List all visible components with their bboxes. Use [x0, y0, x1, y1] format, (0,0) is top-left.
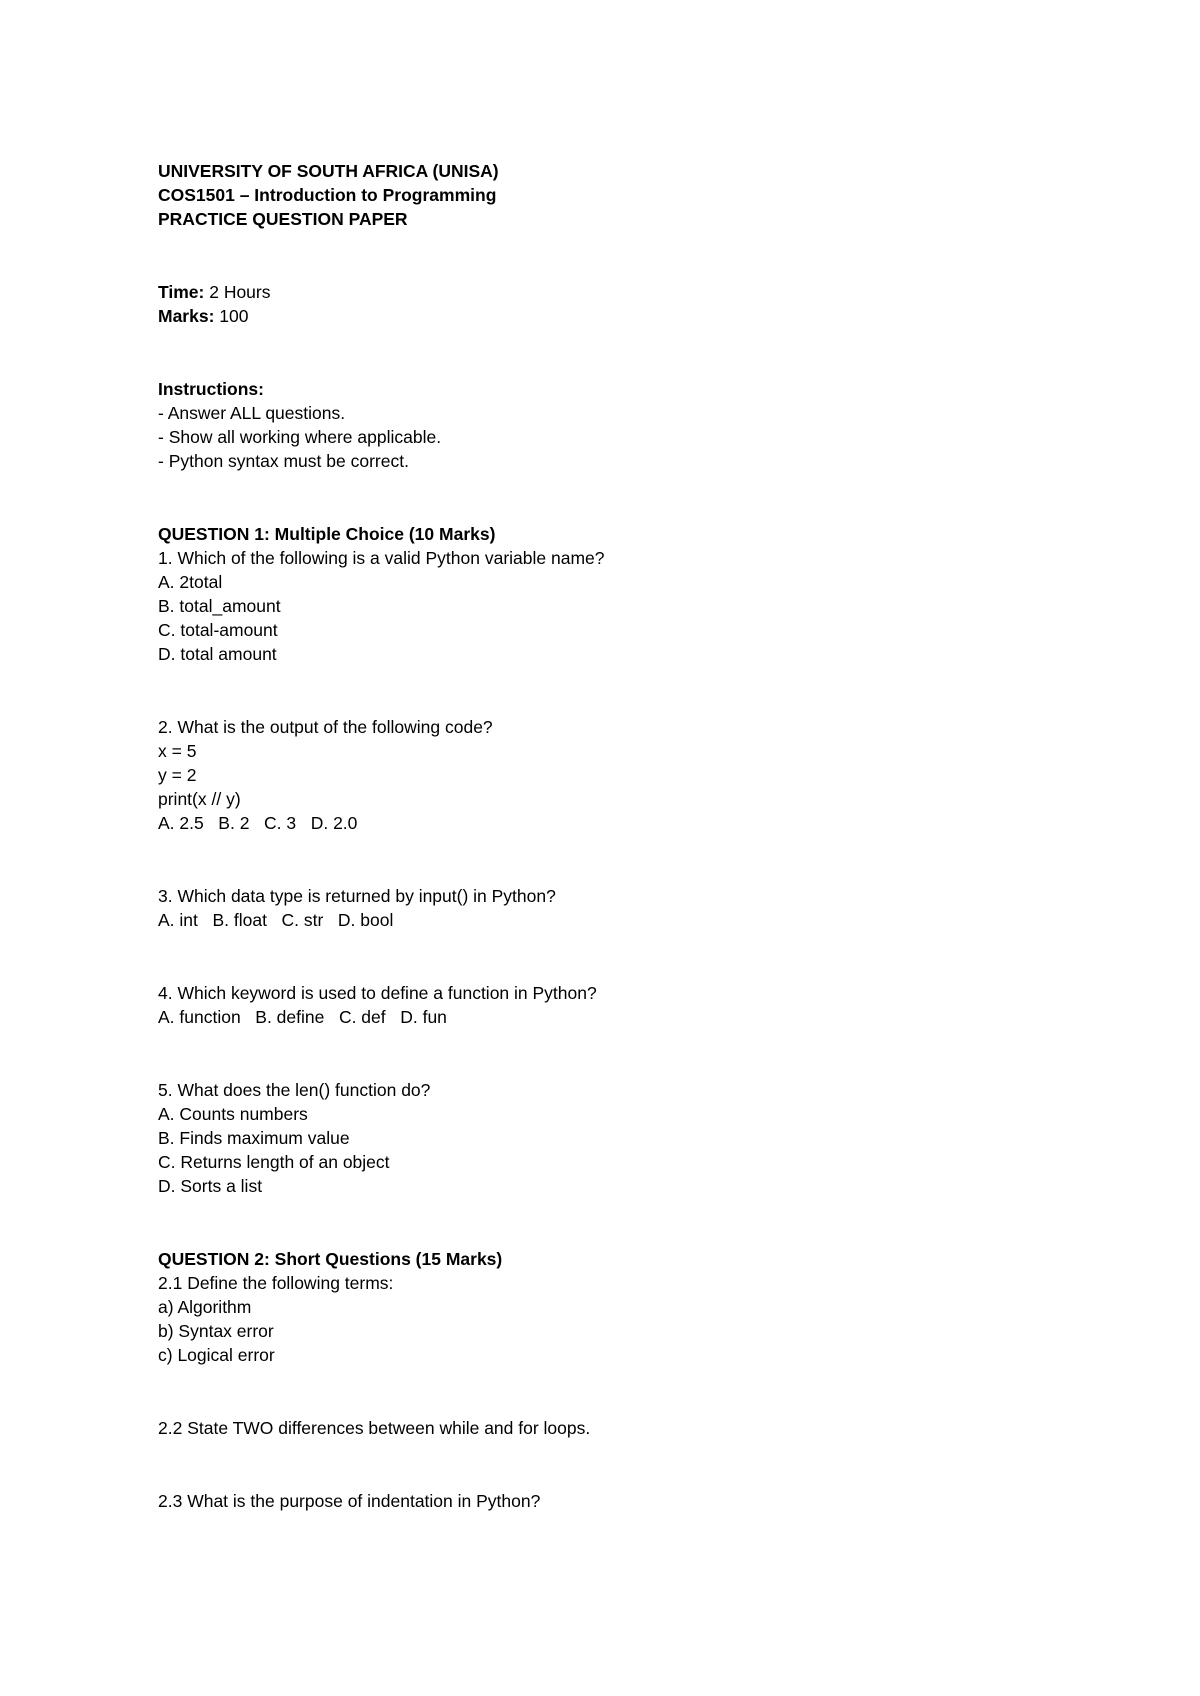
time-label: Time: [158, 282, 205, 302]
q1-option: C. total-amount [158, 620, 278, 640]
instruction-item: - Python syntax must be correct. [158, 451, 409, 471]
time-value: 2 Hours [204, 282, 271, 302]
q2-1-item: c) Logical error [158, 1345, 275, 1365]
q4-text: 4. Which keyword is used to define a function in Python? [158, 983, 597, 1003]
q3-text: 3. Which data type is returned by input() in Python? [158, 886, 556, 906]
q2-1-item: a) Algorithm [158, 1297, 252, 1317]
q2-code-line: y = 2 [158, 765, 197, 785]
marks-line [158, 304, 248, 328]
course-title: COS1501 – Introduction to Programming [158, 185, 497, 205]
marks-value: 100 [214, 306, 249, 326]
q1-text: 1. Which of the following is a valid Python variable name? [158, 548, 605, 568]
q2-1-text: 2.1 Define the following terms: [158, 1273, 394, 1293]
q3-options: A. int B. float C. str D. bool [158, 910, 394, 930]
q5-option: A. Counts numbers [158, 1104, 308, 1124]
paper-type: PRACTICE QUESTION PAPER [158, 209, 408, 229]
q2-3-text: 2.3 What is the purpose of indentation in Python? [158, 1491, 541, 1511]
university-title: UNIVERSITY OF SOUTH AFRICA (UNISA) [158, 161, 499, 181]
q1-option: A. 2total [158, 572, 223, 592]
q5-option: D. Sorts a list [158, 1176, 263, 1196]
q2-code-line: x = 5 [158, 741, 197, 761]
q4-options: A. function B. define C. def D. fun [158, 1007, 447, 1027]
instruction-item: - Show all working where applicable. [158, 427, 442, 447]
q1-option: B. total_amount [158, 596, 281, 616]
q1-option: D. total amount [158, 644, 277, 664]
instruction-item: - Answer ALL questions. [158, 403, 346, 423]
question2-heading: QUESTION 2: Short Questions (15 Marks) [158, 1249, 503, 1269]
time-line [158, 280, 271, 304]
question1-heading: QUESTION 1: Multiple Choice (10 Marks) [158, 524, 496, 544]
instructions-heading: Instructions: [158, 379, 264, 399]
marks-label: Marks: [158, 306, 215, 326]
q5-option: C. Returns length of an object [158, 1152, 390, 1172]
q5-text: 5. What does the len() function do? [158, 1080, 431, 1100]
q2-text: 2. What is the output of the following code? [158, 717, 493, 737]
q2-2-text: 2.2 State TWO differences between while and for loops. [158, 1418, 591, 1438]
q2-code-line: print(x // y) [158, 789, 241, 809]
q5-option: B. Finds maximum value [158, 1128, 350, 1148]
q2-1-item: b) Syntax error [158, 1321, 274, 1341]
q2-options: A. 2.5 B. 2 C. 3 D. 2.0 [158, 813, 358, 833]
